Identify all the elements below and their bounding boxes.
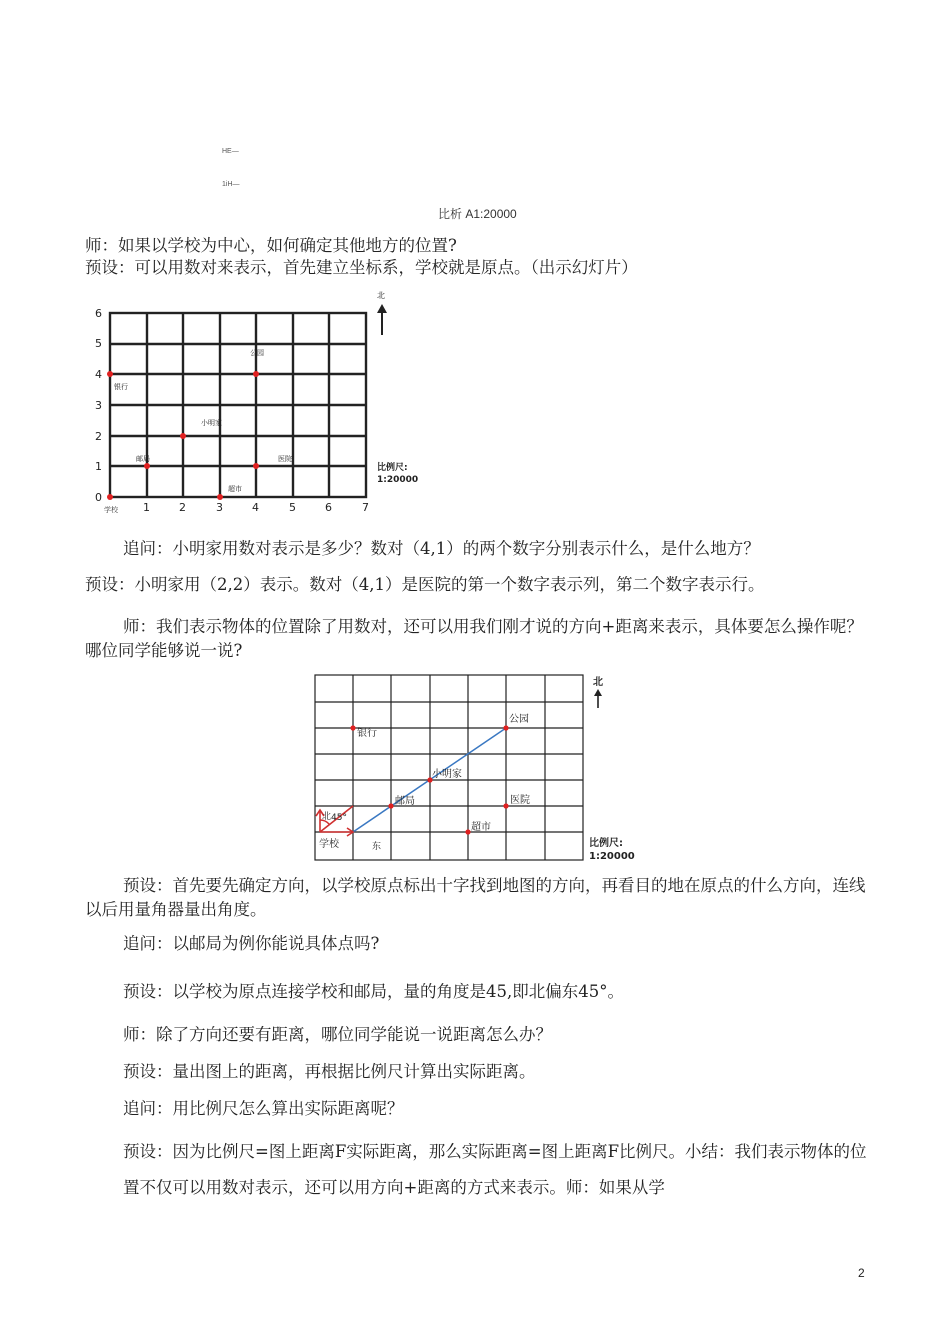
paragraph-preset-measure: 预设：量出图上的距离，再根据比例尺计算出实际距离。 (123, 1062, 536, 1081)
origin2-label: 学校 (319, 839, 339, 850)
label2-hospital: 医院 (510, 795, 530, 806)
paragraph-preset-pair: 预设：小明家用（2,2）表示。数对（4,1）是医院的第一个数字表示列，第二个数字表示行。 (85, 575, 765, 594)
point2-park (503, 725, 508, 730)
point2-hospital (503, 803, 508, 808)
label2-bank: 银行 (357, 728, 377, 739)
paragraph-preset-steps: 预设：首先要先确定方向，以学校原点标出十字找到地图的方向，再看目的地在原点的什么方向，连线以后用量角器量出角度。 (85, 876, 866, 919)
north2-arrow-icon (594, 689, 602, 708)
point-bank (107, 371, 113, 377)
point2-market (465, 829, 470, 834)
paragraph-teacher-direction: 师：我们表示物体的位置除了用数对，还可以用我们刚才说的方向+距离来表示，具体要怎么操作呢？哪位同学能够说一说? (85, 617, 863, 660)
point-park (253, 371, 259, 377)
axis-east-label: 东 (372, 842, 382, 852)
label2-home: 小明家 (432, 769, 462, 780)
paragraph-followup-post: 追问：以邮局为例你能说具体点吗? (123, 934, 380, 953)
label-hospital: 医院 (278, 455, 292, 463)
paragraph-followup-question: 追问：小明家用数对表示是多少？数对（4,1）的两个数字分别表示什么，是什么地方？ (123, 539, 760, 558)
scale2-value: 1:20000 (589, 851, 635, 862)
y-tick-3: 3 (95, 399, 102, 412)
paragraph-teacher-question: 师：如果以学校为中心，如何确定其他地方的位置? (85, 236, 457, 255)
label-home: 小明家 (201, 419, 222, 427)
point-school (107, 494, 113, 500)
top-fragment-1: HE— (222, 148, 239, 155)
y-tick-2: 2 (95, 430, 102, 443)
y-tick-6: 6 (95, 307, 102, 320)
x-tick-6: 6 (325, 501, 332, 514)
coordinate-grid-figure (90, 285, 450, 520)
point2-bank (350, 725, 355, 730)
label-post: 邮局 (136, 455, 150, 463)
x-tick-7: 7 (362, 501, 369, 514)
scale2-title: 比例尺: (589, 838, 623, 849)
point-post (144, 463, 150, 469)
paragraph-teacher-distance: 师：除了方向还要有距离，哪位同学能说一说距离怎么办？ (123, 1025, 552, 1044)
point-hospital (253, 463, 259, 469)
top-fragment-2: 1iH— (222, 181, 240, 188)
label-market: 超市 (228, 485, 242, 493)
y-tick-1: 1 (95, 460, 102, 473)
paragraph-preset-coordinates: 预设：可以用数对来表示，首先建立坐标系，学校就是原点。（出示幻灯片） (85, 258, 638, 277)
y-tick-5: 5 (95, 337, 102, 350)
point-home (180, 433, 186, 439)
scale-value: 1:20000 (377, 475, 419, 485)
x-tick-3: 3 (216, 501, 223, 514)
x-tick-4: 4 (252, 501, 259, 514)
north-label: 北 (377, 291, 385, 300)
label2-park: 公园 (509, 714, 529, 725)
direction-distance-figure (310, 670, 660, 864)
point-market (217, 494, 223, 500)
scale-title: 比例尺: (377, 463, 408, 473)
page-number: 2 (858, 1266, 865, 1280)
paragraph-followup-scale: 追问：用比例尺怎么算出实际距离呢？ (123, 1099, 404, 1118)
y-tick-4: 4 (95, 368, 102, 381)
label2-post: 邮局 (395, 796, 415, 807)
axis-north-label: 北 (322, 812, 332, 822)
x-tick-2: 2 (179, 501, 186, 514)
x-tick-5: 5 (289, 501, 296, 514)
north-arrow-icon (377, 304, 387, 335)
grid-lines (110, 313, 366, 497)
y-tick-0: 0 (95, 491, 102, 504)
north2-label: 北 (593, 677, 603, 688)
paragraph-preset-angle: 预设：以学校为原点连接学校和邮局，量的角度是45,即北偏东45°。 (123, 982, 624, 1001)
label-bank: 银行 (114, 383, 128, 391)
label-park: 公园 (250, 349, 264, 357)
angle-label: 45° (331, 813, 347, 823)
label2-market: 超市 (471, 822, 491, 833)
paragraph-preset-summary: 预设：因为比例尺=图上距离F实际距离，那么实际距离=图上距离F比例尺。小结：我们表示物体的位置不仅可以用数对表示，还可以用方向+距离的方式来表示。师：如果从学 (123, 1142, 867, 1197)
top-scale-label: 比析 A1:20000 (438, 207, 517, 221)
x-tick-1: 1 (143, 501, 150, 514)
origin-label: 学校 (104, 506, 118, 514)
point2-post (388, 803, 393, 808)
